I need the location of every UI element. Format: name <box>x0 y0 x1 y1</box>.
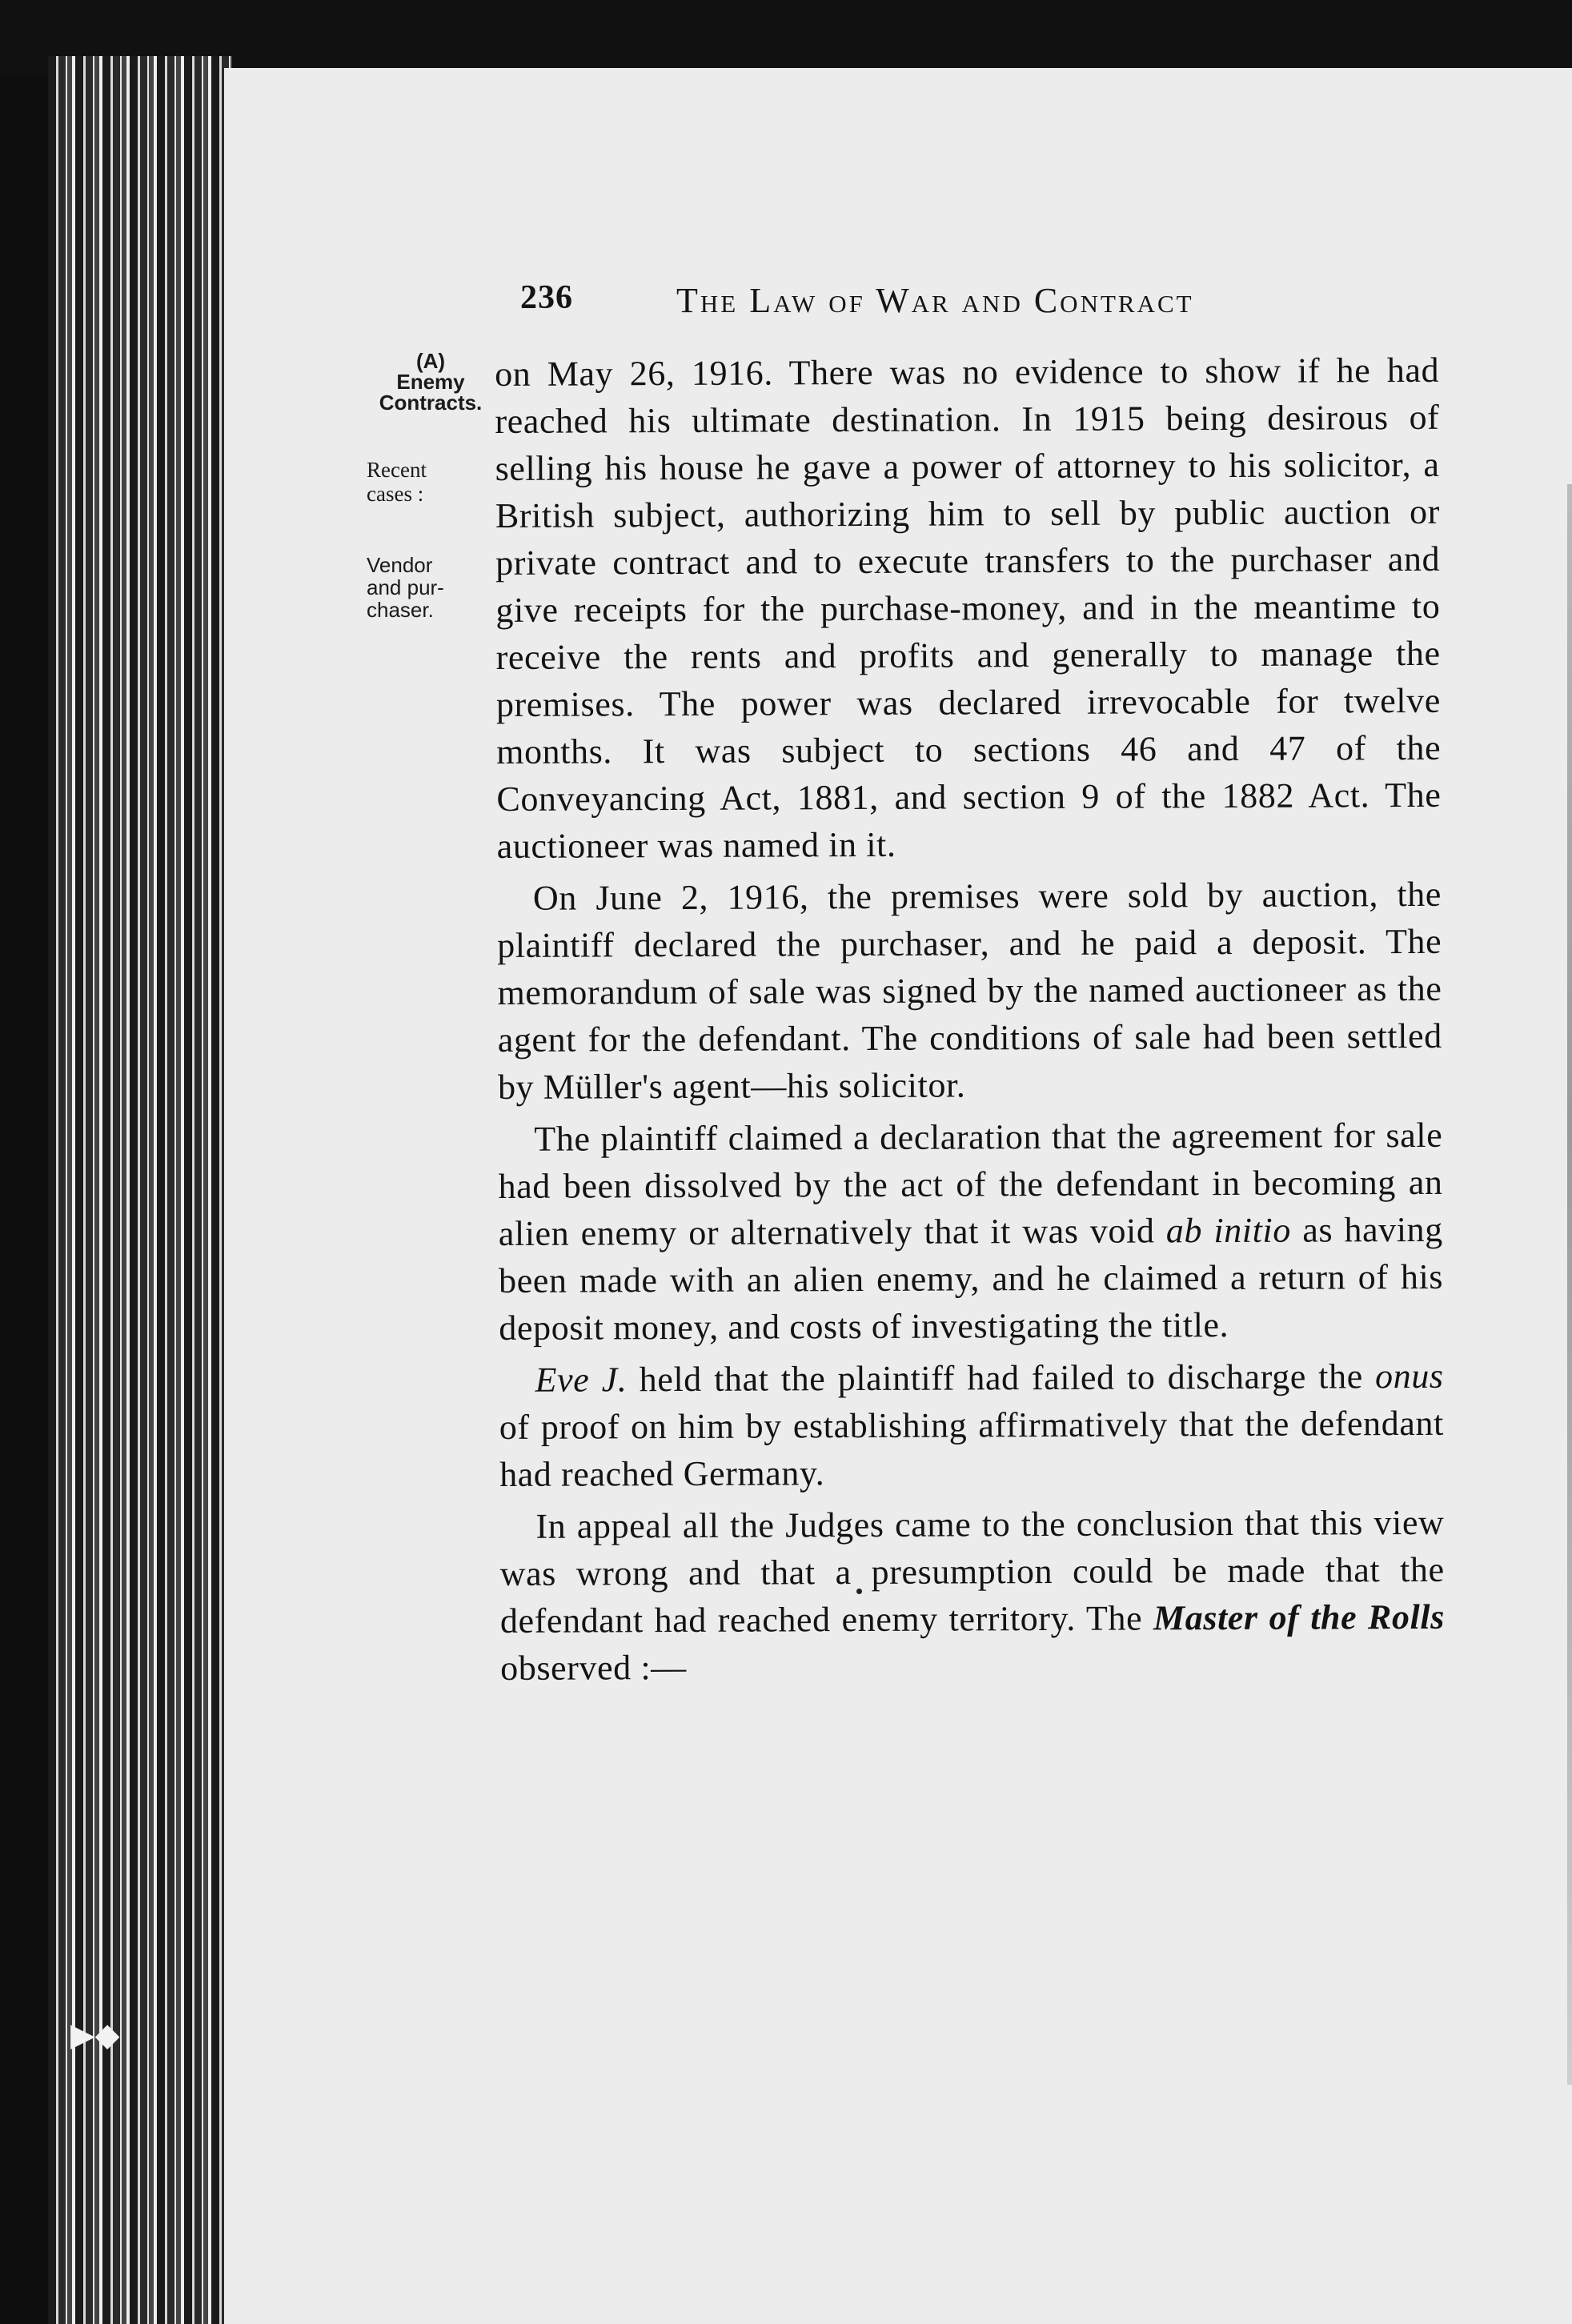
latin-term: onus <box>1374 1356 1444 1396</box>
sidenote-line: cases : <box>367 482 424 506</box>
paragraph: On June 2, 1916, the premises were sold by auction, the plaintiff declared the purchaser, and he paid a deposit. The memorandum of sale was signed by the named auctioneer as the agent for the defendant. The conditions of sale had been settled by Müller's agent—his solicitor. <box>497 874 1442 1107</box>
paragraph-text: The plaintiff claimed a declaration that the agreement for sale had been dissolved by the act of the defendant in becoming an alien enemy or alternatively that it was void <box>498 1115 1443 1253</box>
sidenote-line: chaser. <box>367 598 434 622</box>
paragraph-text: as having been made with an alien enemy, and he claimed a return of his deposit money, and costs of investigating the title. <box>498 1209 1444 1348</box>
sidenote-line: and pur- <box>367 575 444 599</box>
page-edge <box>1567 484 1572 2085</box>
body-text <box>495 347 1445 1692</box>
latin-phrase: ab initio <box>1165 1210 1292 1251</box>
scan-artifact: ▶◆ <box>70 2017 120 2054</box>
sidenote-line: Contracts. <box>379 391 483 415</box>
paragraph <box>498 1112 1443 1352</box>
scan-top-margin <box>0 0 1572 76</box>
paragraph-text: In appeal all the Judges came to the conclusion that this view was wrong and that a presumption could be made that the defendant had reached enemy territory. The <box>499 1502 1445 1641</box>
sidenote-recent-cases <box>367 458 495 506</box>
paragraph-text: of proof on him by establishing affirmatively that the defendant had reached Germany. <box>499 1403 1444 1494</box>
running-head <box>520 278 1417 327</box>
paragraph: on May 26, 1916. There was no evidence to show if he had reached his ultimate destination. In 1915 being desirous of selling his house he gave a power of attorney to his solicitor, a British subject, authorizing him to sell by public auction or private contract and to execute transfers to the purchaser and give receipts for the purchase-money, and in the meantime to receive the rents and profits and generally to manage the premises. The power was declared irrevocable for twelve months. It was subject to sections 46 and 47 of the Conveyancing Act, 1881, and section 9 of the 1882 Act. The auctioneer was named in it. <box>495 350 1442 866</box>
sidenote-enemy-contracts <box>367 351 495 413</box>
judicial-title: Master of the Rolls <box>1153 1597 1446 1638</box>
sidenote-line: Enemy <box>396 370 465 394</box>
running-title: The Law of War and Contract <box>676 281 1194 320</box>
judge-name: Eve J. <box>535 1360 628 1400</box>
paragraph <box>499 1352 1444 1498</box>
sidenote-line: Recent <box>367 458 427 482</box>
page-number: 236 <box>520 279 573 316</box>
paragraph-text: held that the plaintiff had failed to discharge the <box>627 1356 1376 1400</box>
book-gutter <box>48 56 232 2324</box>
paragraph-text: observed :— <box>500 1647 687 1688</box>
sidenote-line: (A) <box>415 349 446 373</box>
paragraph <box>499 1499 1445 1692</box>
sidenote-line: Vendor <box>367 553 433 577</box>
sidenote-vendor-purchaser <box>367 554 495 621</box>
